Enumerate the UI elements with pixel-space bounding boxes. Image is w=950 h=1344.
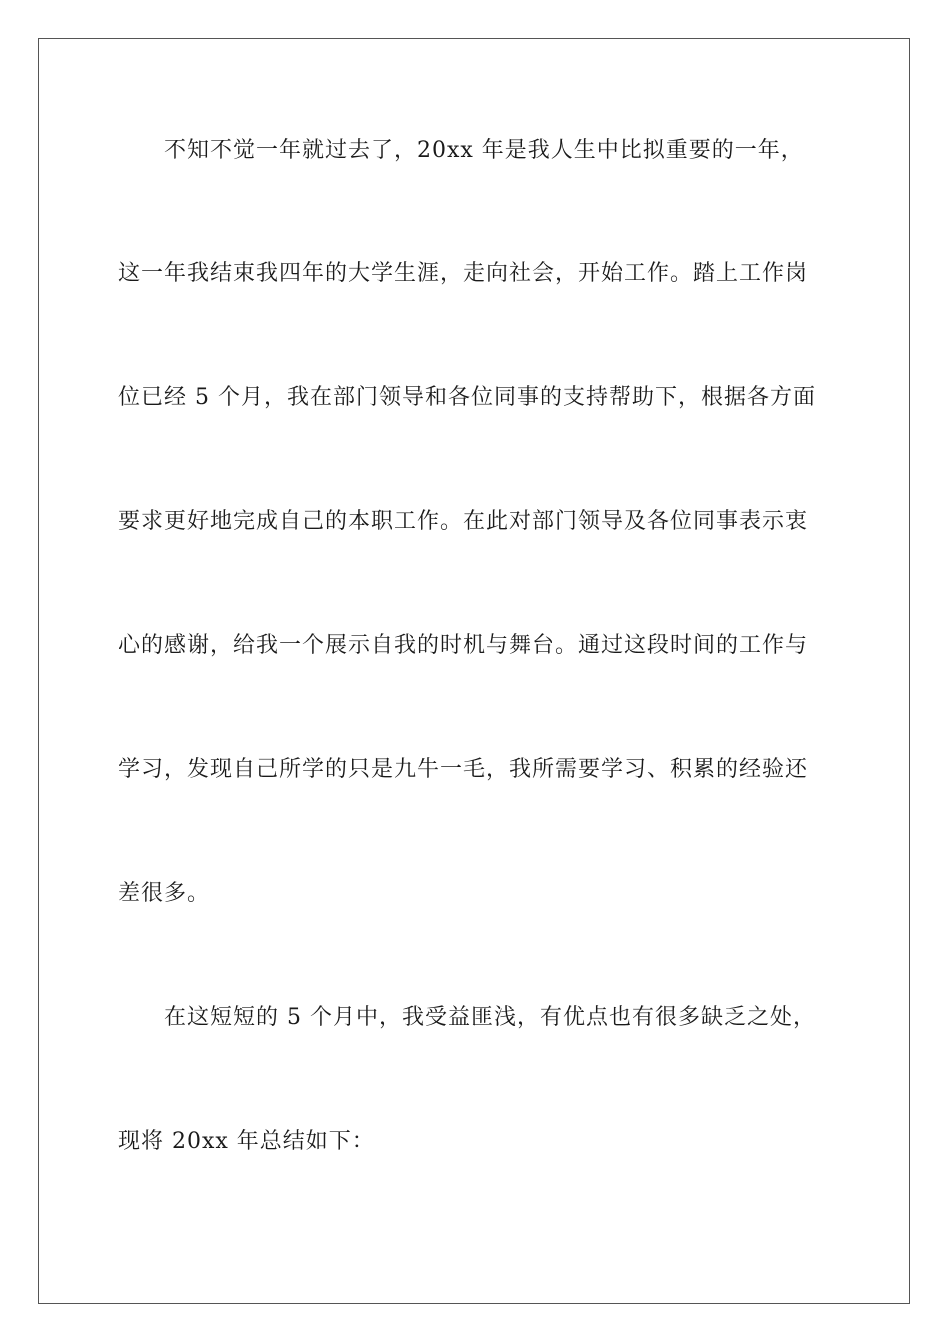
- paragraph-2-line-2: 现将 20xx 年总结如下：: [118, 1129, 375, 1154]
- paragraph-1-line-3: 位已经 5 个月，我在部门领导和各位同事的支持帮助下，根据各方面: [118, 385, 816, 410]
- paragraph-1-line-5: 心的感谢，给我一个展示自我的时机与舞台。通过这段时间的工作与: [118, 633, 809, 658]
- paragraph-1-line-1: 不知不觉一年就过去了，20xx 年是我人生中比拟重要的一年，: [164, 138, 804, 163]
- paragraph-1-line-2: 这一年我结束我四年的大学生涯，走向社会，开始工作。踏上工作岗: [118, 261, 809, 286]
- paragraph-1-line-6: 学习，发现自己所学的只是九牛一毛，我所需要学习、积累的经验还: [118, 757, 809, 782]
- paragraph-1-line-4: 要求更好地完成自己的本职工作。在此对部门领导及各位同事表示衷: [118, 509, 809, 534]
- paragraph-1-line-7: 差很多。: [118, 881, 211, 906]
- page-frame: [38, 38, 910, 1304]
- paragraph-2-line-1: 在这短短的 5 个月中，我受益匪浅，有优点也有很多缺乏之处，: [164, 1005, 816, 1030]
